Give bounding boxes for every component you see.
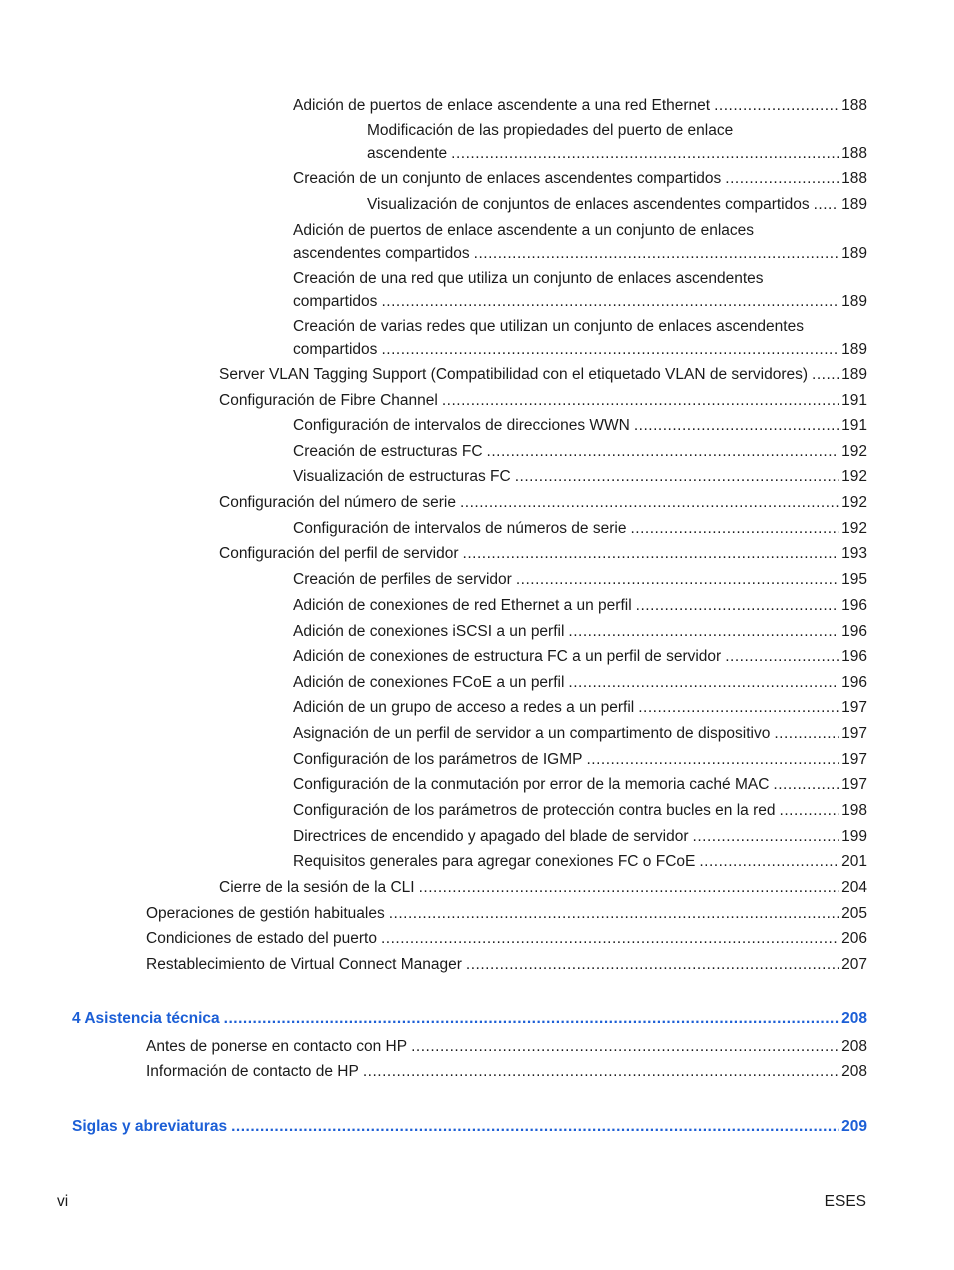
toc-entry[interactable]	[293, 316, 867, 360]
toc-entry[interactable]	[293, 723, 867, 745]
toc-entry-title: Adición de conexiones iSCSI a un perfil	[293, 623, 565, 640]
dot-leader	[359, 1061, 839, 1083]
toc-entry-title: Adición de conexiones FCoE a un perfil	[293, 674, 565, 691]
toc-entry-page-number: 196	[841, 623, 867, 640]
toc-entry-title: Configuración de la conmutación por error de la memoria caché MAC	[293, 776, 770, 793]
toc-entry-title: Server VLAN Tagging Support (Compatibilidad con el etiquetado VLAN de servidores)	[219, 366, 809, 383]
toc-entry[interactable]	[72, 1008, 867, 1030]
toc-entry-page-number: 197	[841, 699, 867, 716]
toc-entry[interactable]	[146, 903, 867, 925]
toc-entry-page-number: 206	[841, 930, 867, 947]
toc-entry[interactable]	[293, 168, 867, 190]
dot-leader	[447, 143, 839, 165]
toc-entry-page-number: 207	[841, 956, 867, 973]
toc-entry-page-number: 205	[841, 905, 867, 922]
toc-entry-title: ascendentes compartidos	[293, 245, 470, 262]
toc-entry[interactable]	[146, 1061, 867, 1083]
toc-entry[interactable]	[293, 220, 867, 264]
toc-entry-title: Cierre de la sesión de la CLI	[219, 879, 415, 896]
toc-entry-page-number: 198	[841, 802, 867, 819]
toc-entry-page-number: 188	[841, 145, 867, 162]
toc-entry[interactable]	[293, 774, 867, 796]
toc-entry-title: Creación de perfiles de servidor	[293, 571, 512, 588]
toc-entry-title: Configuración de intervalos de números de serie	[293, 520, 627, 537]
toc-entry-page-number: 188	[841, 170, 867, 187]
toc-entry[interactable]	[219, 492, 867, 514]
toc-entry-title: Antes de ponerse en contacto con HP	[146, 1038, 408, 1055]
toc-entry[interactable]	[293, 646, 867, 668]
toc-entry[interactable]	[293, 697, 867, 719]
toc-entry-title: Requisitos generales para agregar conexiones FC o FCoE	[293, 853, 696, 870]
toc-entry-title: Configuración de Fibre Channel	[219, 392, 438, 409]
toc-entry-title: Operaciones de gestión habituales	[146, 905, 385, 922]
toc-entry-title: Siglas y abreviaturas	[72, 1118, 228, 1135]
toc-entry-title: Visualización de conjuntos de enlaces ascendentes compartidos	[367, 196, 810, 213]
toc-entry-title: compartidos	[293, 293, 378, 310]
toc-entry-page-number: 197	[841, 725, 867, 742]
dot-leader	[564, 672, 839, 694]
dot-leader	[776, 800, 840, 822]
page-number-footer: vi	[57, 1193, 69, 1210]
toc-entry-title: Configuración de intervalos de direcciones WWN	[293, 417, 630, 434]
toc-entry-title: Configuración de los parámetros de protección contra bucles en la red	[293, 802, 776, 819]
dot-leader	[377, 339, 839, 361]
toc-entry[interactable]	[219, 877, 867, 899]
dot-leader	[634, 697, 839, 719]
dot-leader	[483, 441, 840, 463]
dot-leader	[710, 95, 839, 117]
toc-entry[interactable]	[293, 826, 867, 848]
toc-entry-page-number: 196	[841, 597, 867, 614]
dot-leader	[462, 954, 839, 976]
toc-entry-title-line: Modificación de las propiedades del puerto de enlace	[367, 122, 734, 139]
dot-leader	[808, 364, 839, 386]
dot-leader	[721, 646, 839, 668]
toc-entry[interactable]	[219, 364, 867, 386]
toc-entry[interactable]	[72, 1116, 867, 1138]
toc-entry[interactable]	[293, 466, 867, 488]
dot-leader	[470, 243, 839, 265]
toc-entry[interactable]	[293, 268, 867, 312]
toc-entry-title: Adición de conexiones de red Ethernet a un perfil	[293, 597, 632, 614]
toc-entry-title: Restablecimiento de Virtual Connect Manager	[146, 956, 462, 973]
dot-leader	[630, 415, 839, 437]
toc-entry-title: Asignación de un perfil de servidor a un compartimento de dispositivo	[293, 725, 771, 742]
dot-leader	[689, 826, 840, 848]
toc-entry-page-number: 199	[841, 828, 867, 845]
toc-entry-title: compartidos	[293, 341, 378, 358]
toc-entry[interactable]	[367, 194, 867, 216]
language-code-footer: ESES	[824, 1193, 866, 1210]
toc-entry-page-number: 197	[841, 751, 867, 768]
toc-entry-page-number: 196	[841, 648, 867, 665]
toc-entry[interactable]	[293, 672, 867, 694]
dot-leader	[512, 569, 839, 591]
dot-leader	[564, 621, 839, 643]
toc-entry[interactable]	[219, 390, 867, 412]
dot-leader	[582, 749, 839, 771]
toc-entry-title: Creación de estructuras FC	[293, 443, 483, 460]
toc-entry-page-number: 189	[841, 293, 867, 310]
toc-entry-page-number: 208	[841, 1063, 867, 1080]
toc-entry[interactable]	[146, 928, 867, 950]
toc-entry-page-number: 208	[841, 1038, 867, 1055]
toc-entry-title: Creación de un conjunto de enlaces ascendentes compartidos	[293, 170, 722, 187]
toc-entry-title: Configuración del perfil de servidor	[219, 545, 459, 562]
toc-entry-page-number: 188	[841, 97, 867, 114]
dot-leader	[511, 466, 839, 488]
dot-leader	[438, 390, 839, 412]
dot-leader	[695, 851, 839, 873]
toc-entry-page-number: 192	[841, 443, 867, 460]
dot-leader	[459, 543, 840, 565]
toc-entry-title-line: Creación de varias redes que utilizan un conjunto de enlaces ascendentes	[293, 318, 804, 335]
toc-entry-title: Información de contacto de HP	[146, 1063, 359, 1080]
dot-leader	[377, 291, 839, 313]
toc-entry[interactable]	[367, 120, 867, 164]
toc-entry-title: Configuración de los parámetros de IGMP	[293, 751, 583, 768]
toc-entry-title-line: Creación de una red que utiliza un conjunto de enlaces ascendentes	[293, 270, 764, 287]
dot-leader	[456, 492, 839, 514]
dot-leader	[220, 1008, 840, 1030]
dot-leader	[626, 518, 839, 540]
toc-entry-title: Directrices de encendido y apagado del blade de servidor	[293, 828, 689, 845]
dot-leader	[721, 168, 839, 190]
toc-entry[interactable]	[293, 621, 867, 643]
toc-entry[interactable]	[293, 851, 867, 873]
toc-entry[interactable]	[293, 415, 867, 437]
toc-entry[interactable]	[293, 518, 867, 540]
toc-entry[interactable]	[293, 800, 867, 822]
toc-entry-page-number: 191	[841, 392, 867, 409]
toc-entry-title: Condiciones de estado del puerto	[146, 930, 377, 947]
toc-entry[interactable]	[146, 1036, 867, 1058]
toc-entry-page-number: 195	[841, 571, 867, 588]
toc-entry[interactable]	[146, 954, 867, 976]
dot-leader	[377, 928, 839, 950]
toc-entry-page-number: 197	[841, 776, 867, 793]
toc-entry-title: ascendente	[367, 145, 448, 162]
dot-leader	[415, 877, 840, 899]
dot-leader	[632, 595, 839, 617]
dot-leader	[810, 194, 840, 216]
toc-entry-page-number: 191	[841, 417, 867, 434]
toc-entry[interactable]	[219, 543, 867, 565]
toc-entry-page-number: 208	[841, 1010, 867, 1027]
toc-entry[interactable]	[293, 95, 867, 117]
toc-entry-page-number: 192	[841, 494, 867, 511]
toc-entry[interactable]	[293, 749, 867, 771]
toc-entry-title: Configuración del número de serie	[219, 494, 456, 511]
dot-leader	[385, 903, 839, 925]
toc-entry-page-number: 189	[841, 196, 867, 213]
toc-entry-page-number: 204	[841, 879, 867, 896]
dot-leader	[227, 1116, 839, 1138]
toc-entry-page-number: 189	[841, 341, 867, 358]
toc-entry-title: Adición de un grupo de acceso a redes a un perfil	[293, 699, 635, 716]
toc-entry[interactable]	[293, 569, 867, 591]
toc-entry-page-number: 189	[841, 366, 867, 383]
toc-entry-page-number: 192	[841, 468, 867, 485]
dot-leader	[769, 774, 839, 796]
toc-entry-page-number: 189	[841, 245, 867, 262]
toc-entry-title: Adición de conexiones de estructura FC a un perfil de servidor	[293, 648, 722, 665]
toc-entry-title-line: Adición de puertos de enlace ascendente a un conjunto de enlaces	[293, 222, 755, 239]
toc-entry-title: Visualización de estructuras FC	[293, 468, 511, 485]
toc-entry-page-number: 201	[841, 853, 867, 870]
toc-entry[interactable]	[293, 595, 867, 617]
dot-leader	[407, 1036, 839, 1058]
dot-leader	[770, 723, 839, 745]
toc-entry[interactable]	[293, 441, 867, 463]
toc-entry-page-number: 192	[841, 520, 867, 537]
toc-entry-title: Adición de puertos de enlace ascendente a una red Ethernet	[293, 97, 711, 114]
toc-entry-page-number: 196	[841, 674, 867, 691]
toc-entry-page-number: 193	[841, 545, 867, 562]
toc-entry-page-number: 209	[841, 1118, 867, 1135]
toc-entry-title: 4 Asistencia técnica	[72, 1010, 220, 1027]
